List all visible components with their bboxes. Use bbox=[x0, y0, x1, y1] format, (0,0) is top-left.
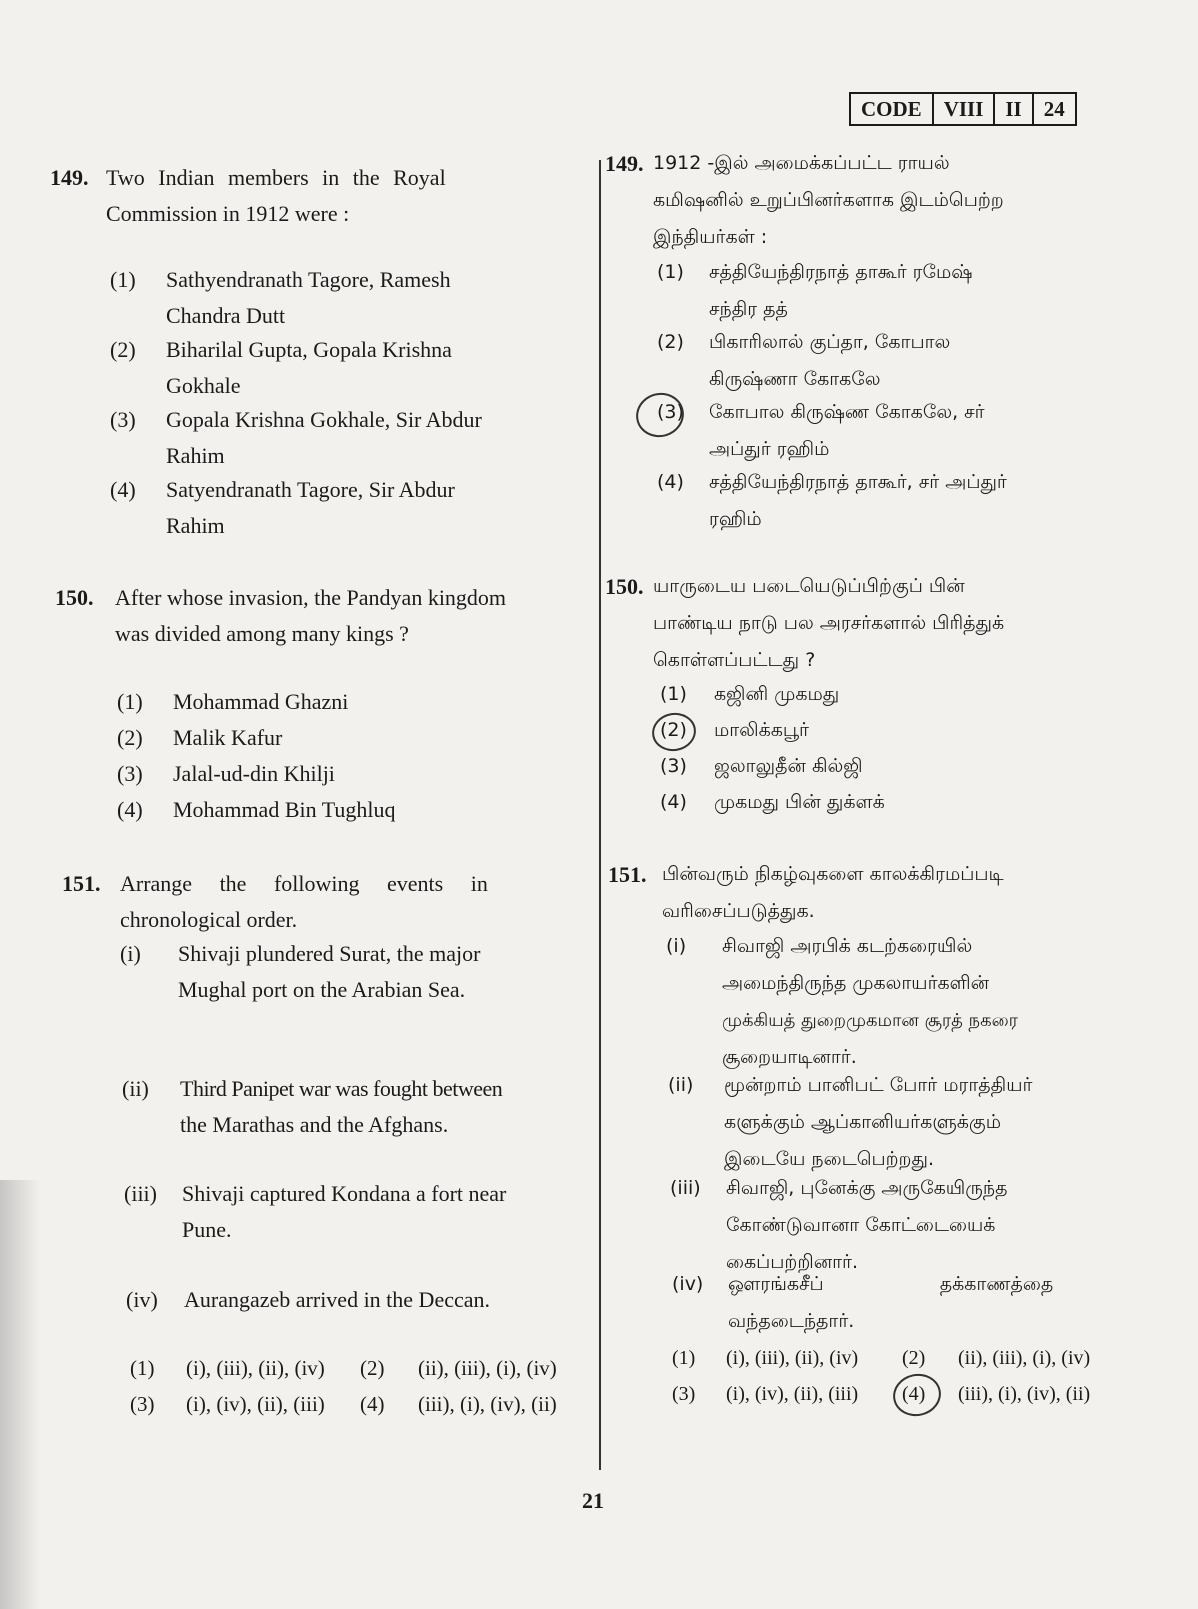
answer-options bbox=[130, 1350, 580, 1422]
answer-text: (iii), (i), (iv), (ii) bbox=[418, 1392, 557, 1416]
option bbox=[657, 464, 1107, 538]
option-text: Sathyendranath Tagore, Ramesh bbox=[166, 267, 451, 292]
event-item bbox=[126, 1282, 586, 1318]
question-number: 151. bbox=[62, 871, 101, 896]
option-text: Rahim bbox=[166, 513, 225, 538]
event-item bbox=[672, 1266, 1117, 1340]
option-text: Chandra Dutt bbox=[166, 303, 286, 328]
option-text: கோபால கிருஷ்ண கோகலே, சர் bbox=[709, 401, 985, 423]
event-text: வந்தடைந்தார். bbox=[728, 1310, 855, 1332]
answer-text: (ii), (iii), (i), (iv) bbox=[418, 1356, 557, 1380]
option-text: சத்தியேந்திரநாத் தாகூர் ரமேஷ் bbox=[709, 261, 973, 283]
option-text: சத்தியேந்திரநாத் தாகூர், சர் அப்துர் bbox=[709, 471, 1007, 493]
answer-text: (i), (iv), (ii), (iii) bbox=[726, 1383, 859, 1405]
answer-number: (1) bbox=[130, 1356, 155, 1380]
option bbox=[657, 324, 1107, 398]
answer-number: (3) bbox=[672, 1383, 696, 1405]
option-number: (3) bbox=[110, 407, 136, 432]
question-text-line: Arrange the following events in bbox=[120, 871, 488, 896]
question-text-line: கமிஷனில் உறுப்பினர்களாக இடம்பெற்ற bbox=[653, 189, 1004, 211]
option bbox=[117, 792, 517, 828]
question-text-line: கொள்ளப்பட்டது ? bbox=[653, 649, 816, 671]
event-text: the Marathas and the Afghans. bbox=[180, 1112, 449, 1137]
option-text: ரஹிம் bbox=[709, 508, 762, 530]
question-150-en bbox=[55, 580, 575, 660]
option-number: (1) bbox=[657, 261, 684, 283]
event-text: Pune. bbox=[182, 1217, 232, 1242]
event-number: (iv) bbox=[126, 1287, 158, 1312]
option-number: (4) bbox=[110, 477, 136, 502]
option-text: கஜினி முகமது bbox=[714, 683, 840, 705]
answer-number: (3) bbox=[130, 1392, 155, 1416]
event-item bbox=[120, 936, 580, 1008]
event-item bbox=[670, 1170, 1115, 1281]
question-text-line: பாண்டிய நாடு பல அரசர்களால் பிரித்துக் bbox=[653, 612, 1005, 634]
event-text: Aurangazeb arrived in the Deccan. bbox=[184, 1287, 491, 1312]
option-number: (1) bbox=[117, 689, 143, 714]
option-text: Satyendranath Tagore, Sir Abdur bbox=[166, 477, 455, 502]
scan-edge-shadow bbox=[0, 1180, 40, 1609]
option bbox=[660, 676, 1080, 713]
event-number: (i) bbox=[666, 935, 687, 957]
page-number: 21 bbox=[582, 1488, 604, 1513]
option-text: Rahim bbox=[166, 443, 225, 468]
question-151-ta bbox=[608, 856, 1108, 931]
question-number: 151. bbox=[608, 862, 647, 887]
event-number: (ii) bbox=[668, 1074, 694, 1096]
event-text: களுக்கும் ஆப்கானியர்களுக்கும் bbox=[724, 1111, 1001, 1133]
option bbox=[110, 402, 570, 474]
option-number: (2) bbox=[110, 337, 136, 362]
question-number: 150. bbox=[55, 585, 94, 610]
answer-number: (2) bbox=[360, 1356, 385, 1380]
option-number: (4) bbox=[117, 797, 143, 822]
option bbox=[110, 472, 570, 544]
option-text: Jalal-ud-din Khilji bbox=[173, 761, 335, 786]
event-number: (iii) bbox=[124, 1181, 157, 1206]
option-number: (3) bbox=[660, 755, 687, 777]
question-149-en bbox=[50, 160, 570, 240]
event-number: (ii) bbox=[122, 1076, 149, 1101]
option-text: Mohammad Ghazni bbox=[173, 689, 349, 714]
question-text-line: was divided among many kings ? bbox=[115, 621, 409, 646]
event-text: Mughal port on the Arabian Sea. bbox=[178, 977, 466, 1002]
event-text: மூன்றாம் பானிபட் போர் மராத்தியர் bbox=[724, 1074, 1033, 1096]
option-number: (2) bbox=[657, 331, 684, 353]
event-item bbox=[122, 1071, 582, 1143]
question-text-line: Two Indian members in the Royal bbox=[106, 165, 446, 190]
question-text-line: பின்வரும் நிகழ்வுகளை காலக்கிரமப்படி bbox=[662, 863, 1004, 885]
event-item bbox=[124, 1176, 584, 1248]
option-text: பிகாரிலால் குப்தா, கோபால bbox=[709, 331, 951, 353]
option bbox=[660, 784, 1080, 821]
option-text: Malik Kafur bbox=[173, 725, 283, 750]
answer-text: (iii), (i), (iv), (ii) bbox=[958, 1383, 1091, 1405]
option-text: மாலிக்கபூர் bbox=[714, 719, 809, 741]
column-divider bbox=[599, 160, 601, 1470]
event-number: (iii) bbox=[670, 1177, 701, 1199]
event-item bbox=[666, 928, 1111, 1076]
answer-text: (i), (iii), (ii), (iv) bbox=[186, 1356, 325, 1380]
option bbox=[657, 394, 1107, 468]
question-text-line: யாருடைய படையெடுப்பிற்குப் பின் bbox=[653, 575, 965, 597]
option-number: (4) bbox=[657, 471, 684, 493]
question-text-line: chronological order. bbox=[120, 907, 298, 932]
event-text: கோண்டுவானா கோட்டையைக் bbox=[726, 1214, 996, 1236]
option bbox=[117, 720, 517, 756]
option bbox=[117, 684, 517, 720]
option-number: (2) bbox=[117, 725, 143, 750]
option-text: கிருஷ்ணா கோகலே bbox=[709, 368, 881, 390]
code-label: CODE bbox=[851, 94, 934, 124]
code-number: 24 bbox=[1043, 97, 1065, 121]
answer-number: (1) bbox=[672, 1347, 696, 1369]
question-number: 150. bbox=[605, 574, 644, 599]
option-number: (3) bbox=[117, 761, 143, 786]
answer-text: (i), (iv), (ii), (iii) bbox=[186, 1392, 325, 1416]
question-150-ta bbox=[605, 568, 1105, 680]
answer-number: (4) bbox=[360, 1392, 385, 1416]
question-number: 149. bbox=[50, 165, 89, 190]
event-text: Shivaji plundered Surat, the major bbox=[178, 941, 481, 966]
option bbox=[660, 748, 1080, 785]
event-number: (iv) bbox=[672, 1273, 704, 1295]
event-text: முக்கியத் துறைமுகமான சூரத் நகரை bbox=[722, 1010, 1018, 1031]
option bbox=[657, 254, 1107, 328]
option bbox=[110, 332, 570, 404]
option-text: Gokhale bbox=[166, 373, 241, 398]
question-number: 149. bbox=[605, 151, 644, 176]
option bbox=[660, 712, 1080, 749]
event-text: Third Panipet war was fought between bbox=[180, 1076, 503, 1101]
event-text: அமைந்திருந்த முகலாயர்களின் bbox=[722, 972, 990, 994]
option-text: சந்திர தத் bbox=[709, 298, 788, 320]
option-number: (2) bbox=[660, 719, 687, 741]
option bbox=[117, 756, 517, 792]
option-text: முகமது பின் துக்ளக் bbox=[714, 791, 885, 813]
answer-text: (i), (iii), (ii), (iv) bbox=[726, 1347, 859, 1369]
option-number: (1) bbox=[660, 683, 687, 705]
question-149-ta bbox=[605, 145, 1105, 257]
event-text: சிவாஜி, புனேக்கு அருகேயிருந்த bbox=[726, 1177, 1008, 1199]
question-text-line: Commission in 1912 were : bbox=[106, 201, 350, 226]
option-number: (3) bbox=[657, 401, 684, 423]
event-text: சிவாஜி அரபிக் கடற்கரையில் bbox=[722, 935, 973, 957]
question-151-en bbox=[62, 866, 582, 946]
question-text-line: After whose invasion, the Pandyan kingdom bbox=[115, 585, 507, 610]
option-number: (1) bbox=[110, 267, 136, 292]
option-text: Mohammad Bin Tughluq bbox=[173, 797, 396, 822]
option-text: அப்துர் ரஹிம் bbox=[709, 438, 830, 460]
option-number: (4) bbox=[660, 791, 687, 813]
event-number: (i) bbox=[120, 941, 141, 966]
option bbox=[110, 262, 570, 334]
event-text: ஔரங்கசீப் தக்காணத்தை bbox=[728, 1273, 1054, 1295]
event-item bbox=[668, 1067, 1113, 1178]
code-box bbox=[849, 92, 1077, 126]
code-series: VIII bbox=[934, 94, 996, 124]
question-text-line: வரிசைப்படுத்துக. bbox=[662, 900, 815, 922]
event-text: இடையே நடைபெற்றது. bbox=[724, 1148, 935, 1170]
event-text: கைப்பற்றினார். bbox=[726, 1251, 859, 1273]
answer-text: (ii), (iii), (i), (iv) bbox=[958, 1347, 1091, 1369]
question-text-line: 1912 -இல் அமைக்கப்பட்ட ராயல் bbox=[653, 152, 950, 174]
question-text-line: இந்தியர்கள் : bbox=[653, 226, 768, 248]
code-paper: II bbox=[995, 94, 1033, 124]
event-text: Shivaji captured Kondana a fort near bbox=[182, 1181, 507, 1206]
event-text: சூறையாடினார். bbox=[722, 1046, 857, 1068]
answer-number: (2) bbox=[902, 1347, 926, 1369]
answer-number: (4) bbox=[902, 1383, 926, 1405]
option-text: ஜலாலுதீன் கில்ஜி bbox=[714, 755, 863, 777]
option-text: Gopala Krishna Gokhale, Sir Abdur bbox=[166, 407, 482, 432]
option-text: Biharilal Gupta, Gopala Krishna bbox=[166, 337, 452, 362]
